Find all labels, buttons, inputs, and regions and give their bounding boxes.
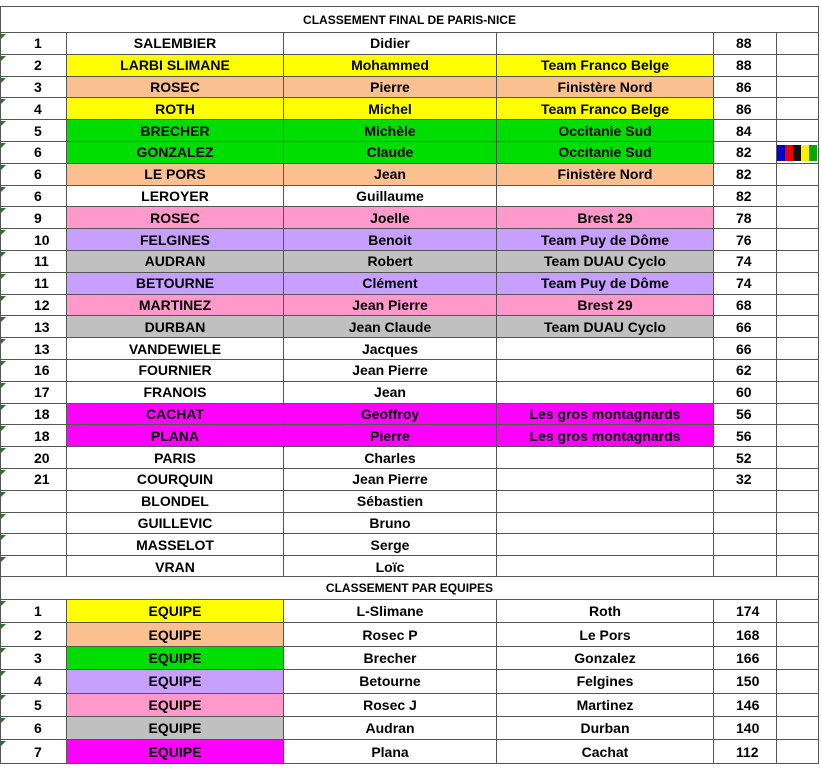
team-label-cell[interactable]: EQUIPE bbox=[67, 647, 284, 670]
points-cell[interactable]: 86 bbox=[714, 98, 777, 120]
team-extra-cell[interactable] bbox=[777, 670, 819, 693]
green-corner-marker bbox=[1, 143, 6, 148]
points-cell[interactable]: 66 bbox=[714, 338, 777, 360]
ranking-row bbox=[0, 316, 821, 338]
points-cell[interactable]: 88 bbox=[714, 33, 777, 55]
team-ranking-row bbox=[0, 740, 821, 763]
team-rider2-cell[interactable]: Felgines bbox=[497, 670, 714, 693]
ranking-row bbox=[0, 98, 821, 120]
extra-cell[interactable] bbox=[777, 513, 819, 535]
team-rider2-cell[interactable]: Roth bbox=[497, 600, 714, 623]
extra-cell[interactable] bbox=[777, 120, 819, 142]
points-cell[interactable]: 52 bbox=[714, 447, 777, 469]
points-cell[interactable]: 74 bbox=[714, 251, 777, 273]
first-name-cell[interactable]: Didier bbox=[284, 33, 497, 55]
rank-cell[interactable]: 12 bbox=[0, 295, 67, 317]
rank-cell[interactable]: 4 bbox=[0, 98, 67, 120]
green-corner-marker bbox=[1, 470, 6, 475]
first-name-cell[interactable]: Michèle bbox=[284, 120, 497, 142]
green-corner-marker bbox=[1, 383, 6, 388]
points-cell[interactable]: 32 bbox=[714, 469, 777, 491]
team-extra-cell[interactable] bbox=[777, 717, 819, 740]
first-name-cell[interactable]: Benoit bbox=[284, 229, 497, 251]
last-name-cell[interactable]: MARTINEZ bbox=[67, 295, 284, 317]
green-corner-marker bbox=[1, 426, 6, 431]
team-cell[interactable]: Brest 29 bbox=[497, 295, 714, 317]
ranking-row bbox=[0, 207, 821, 229]
last-name-cell[interactable]: GONZALEZ bbox=[67, 142, 284, 164]
green-corner-marker bbox=[1, 624, 6, 629]
first-name-cell[interactable]: Bruno bbox=[284, 513, 497, 535]
green-corner-marker bbox=[1, 230, 6, 235]
green-corner-marker bbox=[1, 56, 6, 61]
points-cell[interactable]: 60 bbox=[714, 382, 777, 404]
flag-stripe bbox=[809, 145, 817, 161]
rank-cell[interactable]: 10 bbox=[0, 229, 67, 251]
team-label-cell[interactable]: EQUIPE bbox=[67, 600, 284, 623]
team-cell[interactable] bbox=[497, 447, 714, 469]
team-label-cell[interactable]: EQUIPE bbox=[67, 670, 284, 693]
first-name-cell[interactable]: Loïc bbox=[284, 556, 497, 578]
first-name-cell[interactable]: Joelle bbox=[284, 207, 497, 229]
points-cell[interactable]: 86 bbox=[714, 77, 777, 99]
team-cell[interactable]: Occitanie Sud bbox=[497, 142, 714, 164]
ranking-row bbox=[0, 491, 821, 513]
team-cell[interactable] bbox=[497, 534, 714, 556]
team-rank-cell[interactable]: 6 bbox=[0, 717, 67, 740]
rank-cell[interactable] bbox=[0, 491, 67, 513]
team-rider2-cell[interactable]: Gonzalez bbox=[497, 647, 714, 670]
last-name-cell[interactable]: PARIS bbox=[67, 447, 284, 469]
points-cell[interactable]: 84 bbox=[714, 120, 777, 142]
team-points-cell[interactable]: 174 bbox=[714, 600, 777, 623]
team-extra-cell[interactable] bbox=[777, 600, 819, 623]
points-cell[interactable]: 66 bbox=[714, 316, 777, 338]
team-cell[interactable] bbox=[497, 33, 714, 55]
points-cell[interactable]: 56 bbox=[714, 404, 777, 426]
extra-cell[interactable] bbox=[777, 425, 819, 447]
extra-cell[interactable] bbox=[777, 164, 819, 186]
last-name-cell[interactable]: SALEMBIER bbox=[67, 33, 284, 55]
ranking-row bbox=[0, 142, 821, 164]
rank-cell[interactable]: 20 bbox=[0, 447, 67, 469]
team-extra-cell[interactable] bbox=[777, 694, 819, 717]
team-cell[interactable]: Team Puy de Dôme bbox=[497, 273, 714, 295]
team-cell[interactable]: Finistère Nord bbox=[497, 77, 714, 99]
team-cell[interactable]: Finistère Nord bbox=[497, 164, 714, 186]
team-cell[interactable] bbox=[497, 382, 714, 404]
flag-stripe bbox=[793, 145, 801, 161]
green-corner-marker bbox=[1, 274, 6, 279]
last-name-cell[interactable]: FRANOIS bbox=[67, 382, 284, 404]
first-name-cell[interactable]: Robert bbox=[284, 251, 497, 273]
ranking-row bbox=[0, 273, 821, 295]
ranking-row bbox=[0, 295, 821, 317]
first-name-cell[interactable]: Geoffroy bbox=[284, 404, 497, 426]
extra-cell[interactable] bbox=[777, 469, 819, 491]
team-extra-cell[interactable] bbox=[777, 740, 819, 763]
last-name-cell[interactable]: ROSEC bbox=[67, 77, 284, 99]
team-ranking-row bbox=[0, 670, 821, 693]
ranking-row bbox=[0, 534, 821, 556]
team-cell[interactable] bbox=[497, 556, 714, 578]
rank-cell[interactable]: 3 bbox=[0, 77, 67, 99]
points-cell[interactable]: 82 bbox=[714, 186, 777, 208]
ranking-row bbox=[0, 229, 821, 251]
world-champion-flag-icon bbox=[777, 145, 817, 161]
ranking-row bbox=[0, 120, 821, 142]
green-corner-marker bbox=[1, 339, 6, 344]
last-name-cell[interactable]: FELGINES bbox=[67, 229, 284, 251]
first-name-cell[interactable]: Jean bbox=[284, 164, 497, 186]
team-ranking-row bbox=[0, 623, 821, 646]
extra-cell[interactable] bbox=[777, 534, 819, 556]
points-cell[interactable]: 74 bbox=[714, 273, 777, 295]
last-name-cell[interactable]: BRECHER bbox=[67, 120, 284, 142]
team-cell[interactable] bbox=[497, 186, 714, 208]
last-name-cell[interactable]: COURQUIN bbox=[67, 469, 284, 491]
green-corner-marker bbox=[1, 557, 6, 562]
rank-cell[interactable]: 18 bbox=[0, 425, 67, 447]
first-name-cell[interactable]: Charles bbox=[284, 447, 497, 469]
rank-cell[interactable]: 6 bbox=[0, 186, 67, 208]
first-name-cell[interactable]: Serge bbox=[284, 534, 497, 556]
rank-cell[interactable]: 13 bbox=[0, 316, 67, 338]
flag-stripe bbox=[801, 145, 809, 161]
team-extra-cell[interactable] bbox=[777, 647, 819, 670]
ranking-row bbox=[0, 556, 821, 578]
extra-cell[interactable] bbox=[777, 77, 819, 99]
last-name-cell[interactable]: LARBI SLIMANE bbox=[67, 55, 284, 77]
last-name-cell[interactable]: AUDRAN bbox=[67, 251, 284, 273]
team-cell[interactable]: Les gros montagnards bbox=[497, 425, 714, 447]
rank-cell[interactable]: 11 bbox=[0, 251, 67, 273]
green-corner-marker bbox=[1, 695, 6, 700]
rank-cell[interactable] bbox=[0, 513, 67, 535]
points-cell[interactable] bbox=[714, 491, 777, 513]
rank-cell[interactable]: 17 bbox=[0, 382, 67, 404]
team-rider2-cell[interactable]: Durban bbox=[497, 717, 714, 740]
team-rank-cell[interactable]: 1 bbox=[0, 600, 67, 623]
points-cell[interactable]: 88 bbox=[714, 55, 777, 77]
team-rank-cell[interactable]: 4 bbox=[0, 670, 67, 693]
team-rank-cell[interactable]: 5 bbox=[0, 694, 67, 717]
team-ranking-row bbox=[0, 647, 821, 670]
team-cell[interactable]: Team Puy de Dôme bbox=[497, 229, 714, 251]
green-corner-marker bbox=[1, 317, 6, 322]
team-cell[interactable]: Team DUAU Cyclo bbox=[497, 316, 714, 338]
first-name-cell[interactable]: Claude bbox=[284, 142, 497, 164]
ranking-row bbox=[0, 425, 821, 447]
last-name-cell[interactable]: BETOURNE bbox=[67, 273, 284, 295]
team-points-cell[interactable]: 140 bbox=[714, 717, 777, 740]
first-name-cell[interactable]: Jean Pierre bbox=[284, 360, 497, 382]
rank-cell[interactable]: 6 bbox=[0, 164, 67, 186]
team-cell[interactable]: Les gros montagnards bbox=[497, 404, 714, 426]
last-name-cell[interactable]: ROTH bbox=[67, 98, 284, 120]
team-extra-cell[interactable] bbox=[777, 623, 819, 646]
team-rider1-cell[interactable]: Brecher bbox=[284, 647, 497, 670]
team-cell[interactable]: Occitanie Sud bbox=[497, 120, 714, 142]
team-rider2-cell[interactable]: Cachat bbox=[497, 740, 714, 763]
last-name-cell[interactable]: VANDEWIELE bbox=[67, 338, 284, 360]
green-corner-marker bbox=[1, 492, 6, 497]
ranking-row bbox=[0, 164, 821, 186]
ranking-row bbox=[0, 360, 821, 382]
first-name-cell[interactable]: Clément bbox=[284, 273, 497, 295]
team-cell[interactable]: Team DUAU Cyclo bbox=[497, 251, 714, 273]
extra-cell[interactable] bbox=[777, 491, 819, 513]
rank-cell[interactable]: 18 bbox=[0, 404, 67, 426]
ranking-row bbox=[0, 404, 821, 426]
green-corner-marker bbox=[1, 208, 6, 213]
points-cell[interactable]: 82 bbox=[714, 164, 777, 186]
green-corner-marker bbox=[1, 296, 6, 301]
extra-cell[interactable] bbox=[777, 338, 819, 360]
green-corner-marker bbox=[1, 165, 6, 170]
last-name-cell[interactable]: PLANA bbox=[67, 425, 284, 447]
green-corner-marker bbox=[1, 121, 6, 126]
green-corner-marker bbox=[1, 648, 6, 653]
ranking-row bbox=[0, 251, 821, 273]
team-cell[interactable] bbox=[497, 469, 714, 491]
team-label-cell[interactable]: EQUIPE bbox=[67, 623, 284, 646]
extra-cell[interactable] bbox=[777, 98, 819, 120]
flag-stripe bbox=[785, 145, 793, 161]
green-corner-marker bbox=[1, 718, 6, 723]
extra-cell[interactable] bbox=[777, 229, 819, 251]
team-cell[interactable] bbox=[497, 338, 714, 360]
team-rank-cell[interactable]: 3 bbox=[0, 647, 67, 670]
team-rider1-cell[interactable]: Plana bbox=[284, 740, 497, 763]
points-cell[interactable]: 62 bbox=[714, 360, 777, 382]
extra-cell[interactable] bbox=[777, 207, 819, 229]
team-cell[interactable] bbox=[497, 360, 714, 382]
green-corner-marker bbox=[1, 187, 6, 192]
rank-cell[interactable]: 16 bbox=[0, 360, 67, 382]
green-corner-marker bbox=[1, 405, 6, 410]
team-rank-cell[interactable]: 2 bbox=[0, 623, 67, 646]
team-ranking-row bbox=[0, 600, 821, 623]
first-name-cell[interactable]: Jacques bbox=[284, 338, 497, 360]
first-name-cell[interactable]: Jean Pierre bbox=[284, 295, 497, 317]
green-corner-marker bbox=[1, 361, 6, 366]
rank-cell[interactable]: 5 bbox=[0, 120, 67, 142]
last-name-cell[interactable]: LEROYER bbox=[67, 186, 284, 208]
team-rider1-cell[interactable]: Rosec P bbox=[284, 623, 497, 646]
team-cell[interactable] bbox=[497, 491, 714, 513]
extra-cell[interactable] bbox=[777, 33, 819, 55]
ranking-row bbox=[0, 382, 821, 404]
first-name-cell[interactable]: Pierre bbox=[284, 425, 497, 447]
last-name-cell[interactable]: BLONDEL bbox=[67, 491, 284, 513]
extra-cell[interactable] bbox=[777, 382, 819, 404]
first-name-cell[interactable]: Jean Claude bbox=[284, 316, 497, 338]
last-name-cell[interactable]: ROSEC bbox=[67, 207, 284, 229]
rank-cell[interactable] bbox=[0, 556, 67, 578]
rank-cell[interactable] bbox=[0, 534, 67, 556]
title-final-ranking: CLASSEMENT FINAL DE PARIS-NICE bbox=[0, 6, 819, 33]
last-name-cell[interactable]: GUILLEVIC bbox=[67, 513, 284, 535]
rank-cell[interactable]: 13 bbox=[0, 338, 67, 360]
green-corner-marker bbox=[1, 99, 6, 104]
team-label-cell[interactable]: EQUIPE bbox=[67, 740, 284, 763]
extra-cell[interactable] bbox=[777, 55, 819, 77]
rank-cell[interactable]: 1 bbox=[0, 33, 67, 55]
extra-cell[interactable] bbox=[777, 251, 819, 273]
team-label-cell[interactable]: EQUIPE bbox=[67, 717, 284, 740]
points-cell[interactable]: 56 bbox=[714, 425, 777, 447]
extra-cell[interactable] bbox=[777, 186, 819, 208]
team-cell[interactable]: Team Franco Belge bbox=[497, 55, 714, 77]
ranking-row bbox=[0, 33, 821, 55]
team-rank-cell[interactable]: 7 bbox=[0, 740, 67, 763]
team-points-cell[interactable]: 168 bbox=[714, 623, 777, 646]
first-name-cell[interactable]: Pierre bbox=[284, 77, 497, 99]
extra-cell[interactable] bbox=[777, 273, 819, 295]
green-corner-marker bbox=[1, 34, 6, 39]
extra-cell[interactable] bbox=[777, 295, 819, 317]
team-rider1-cell[interactable]: Rosec J bbox=[284, 694, 497, 717]
extra-cell[interactable] bbox=[777, 316, 819, 338]
first-name-cell[interactable]: Michel bbox=[284, 98, 497, 120]
first-name-cell[interactable]: Jean Pierre bbox=[284, 469, 497, 491]
green-corner-marker bbox=[1, 741, 6, 746]
points-cell[interactable] bbox=[714, 513, 777, 535]
green-corner-marker bbox=[1, 601, 6, 606]
team-points-cell[interactable]: 112 bbox=[714, 740, 777, 763]
ranking-row bbox=[0, 55, 821, 77]
team-points-cell[interactable]: 146 bbox=[714, 694, 777, 717]
points-cell[interactable] bbox=[714, 534, 777, 556]
team-label-cell[interactable]: EQUIPE bbox=[67, 694, 284, 717]
last-name-cell[interactable]: LE PORS bbox=[67, 164, 284, 186]
rank-cell[interactable]: 6 bbox=[0, 142, 67, 164]
extra-cell[interactable] bbox=[777, 556, 819, 578]
ranking-row bbox=[0, 513, 821, 535]
team-cell[interactable] bbox=[497, 513, 714, 535]
team-rider2-cell[interactable]: Le Pors bbox=[497, 623, 714, 646]
extra-cell[interactable] bbox=[777, 447, 819, 469]
points-cell[interactable] bbox=[714, 556, 777, 578]
team-points-cell[interactable]: 166 bbox=[714, 647, 777, 670]
first-name-cell[interactable]: Mohammed bbox=[284, 55, 497, 77]
title-team-ranking: CLASSEMENT PAR EQUIPES bbox=[0, 576, 819, 600]
points-cell[interactable]: 76 bbox=[714, 229, 777, 251]
team-ranking-row bbox=[0, 694, 821, 717]
last-name-cell[interactable]: DURBAN bbox=[67, 316, 284, 338]
ranking-row bbox=[0, 77, 821, 99]
first-name-cell[interactable]: Sébastien bbox=[284, 491, 497, 513]
ranking-row bbox=[0, 186, 821, 208]
team-cell[interactable]: Team Franco Belge bbox=[497, 98, 714, 120]
green-corner-marker bbox=[1, 514, 6, 519]
last-name-cell[interactable]: VRAN bbox=[67, 556, 284, 578]
team-points-cell[interactable]: 150 bbox=[714, 670, 777, 693]
ranking-row bbox=[0, 469, 821, 491]
points-cell[interactable]: 78 bbox=[714, 207, 777, 229]
rank-cell[interactable]: 2 bbox=[0, 55, 67, 77]
green-corner-marker bbox=[1, 78, 6, 83]
first-name-cell[interactable]: Jean bbox=[284, 382, 497, 404]
green-corner-marker bbox=[1, 448, 6, 453]
team-cell[interactable]: Brest 29 bbox=[497, 207, 714, 229]
team-rider2-cell[interactable]: Martinez bbox=[497, 694, 714, 717]
ranking-row bbox=[0, 338, 821, 360]
team-ranking-row bbox=[0, 717, 821, 740]
first-name-cell[interactable]: Guillaume bbox=[284, 186, 497, 208]
extra-cell[interactable] bbox=[777, 404, 819, 426]
team-rider1-cell[interactable]: Betourne bbox=[284, 670, 497, 693]
rank-cell[interactable]: 11 bbox=[0, 273, 67, 295]
green-corner-marker bbox=[1, 252, 6, 257]
points-cell[interactable]: 68 bbox=[714, 295, 777, 317]
flag-stripe bbox=[777, 145, 785, 161]
green-corner-marker bbox=[1, 671, 6, 676]
points-cell[interactable]: 82 bbox=[714, 142, 777, 164]
last-name-cell[interactable]: CACHAT bbox=[67, 404, 284, 426]
green-corner-marker bbox=[1, 535, 6, 540]
team-rider1-cell[interactable]: L-Slimane bbox=[284, 600, 497, 623]
team-rider1-cell[interactable]: Audran bbox=[284, 717, 497, 740]
extra-cell[interactable] bbox=[777, 360, 819, 382]
rank-cell[interactable]: 9 bbox=[0, 207, 67, 229]
last-name-cell[interactable]: MASSELOT bbox=[67, 534, 284, 556]
ranking-row bbox=[0, 447, 821, 469]
last-name-cell[interactable]: FOURNIER bbox=[67, 360, 284, 382]
rank-cell[interactable]: 21 bbox=[0, 469, 67, 491]
